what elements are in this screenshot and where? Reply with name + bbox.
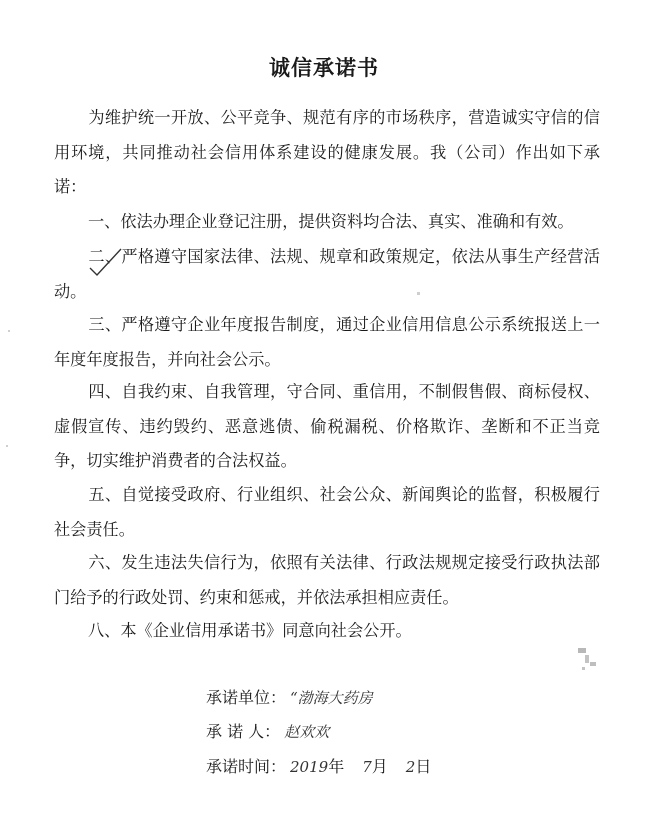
item-5 xyxy=(54,478,600,547)
item-6-text: 六、发生违法失信行为，依照有关法律、行政法规规定接受行政执法部门给予的行政处罚、约束和惩戒，并依法承担相应责任。 xyxy=(54,553,600,607)
item-3 xyxy=(54,308,600,377)
scan-speck xyxy=(585,655,589,663)
signature-unit-row xyxy=(206,686,373,710)
scan-speck xyxy=(582,667,585,670)
scan-speck xyxy=(578,648,586,653)
date-month-suffix: 月 xyxy=(371,757,388,776)
scan-speck xyxy=(417,292,420,295)
item-4-text: 四、自我约束、自我管理，守合同、重信用，不制假售假、商标侵权、虚假宣传、违约毁约、恶意逃债、偷税漏税、价格欺诈、垄断和不正当竞争，切实维护消费者的合法权益。 xyxy=(54,382,600,470)
item-3-text: 三、严格遵守企业年度报告制度，通过企业信用信息公示系统报送上一年度年度报告，并向社会公示。 xyxy=(54,315,600,369)
signature-date-row xyxy=(206,755,431,779)
item-4 xyxy=(54,375,600,479)
person-handwritten: 赵欢欢 xyxy=(284,723,330,741)
unit-label: 承诺单位： xyxy=(206,688,287,707)
item-1-text: 一、依法办理企业登记注册，提供资料均合法、真实、准确和有效。 xyxy=(88,212,574,231)
checkmark-icon xyxy=(86,246,126,278)
item-6 xyxy=(54,546,600,615)
document-title: 诚信承诺书 xyxy=(269,56,379,80)
item-2 xyxy=(54,240,600,309)
person-label: 承 诺 人： xyxy=(206,722,281,741)
scan-speck xyxy=(590,662,596,666)
item-5-text: 五、自觉接受政府、行业组织、社会公众、新闻舆论的监督，积极履行社会责任。 xyxy=(54,485,600,539)
unit-handwritten: “渤海大药房 xyxy=(290,689,373,707)
date-day-suffix: 日 xyxy=(415,757,432,776)
signature-person-row xyxy=(206,720,329,744)
scan-speck xyxy=(6,445,8,447)
intro-text: 为维护统一开放、公平竞争、规范有序的市场秩序，营造诚实守信的信用环境，共同推动社会信用体系建设的健康发展。我（公司）作出如下承诺： xyxy=(54,108,600,196)
item-8 xyxy=(54,614,600,649)
date-month: 7 xyxy=(362,758,372,776)
item-2-text: 二、严格遵守国家法律、法规、规章和政策规定，依法从事生产经营活动。 xyxy=(54,247,600,301)
date-label: 承诺时间： xyxy=(206,757,287,776)
scan-speck xyxy=(8,330,10,332)
date-year-suffix: 年 xyxy=(328,757,345,776)
item-8-text: 八、本《企业信用承诺书》同意向社会公开。 xyxy=(88,621,412,640)
date-day: 2 xyxy=(405,758,416,776)
date-year: 2019 xyxy=(290,758,329,776)
intro-paragraph xyxy=(54,101,600,205)
item-1 xyxy=(54,205,600,240)
